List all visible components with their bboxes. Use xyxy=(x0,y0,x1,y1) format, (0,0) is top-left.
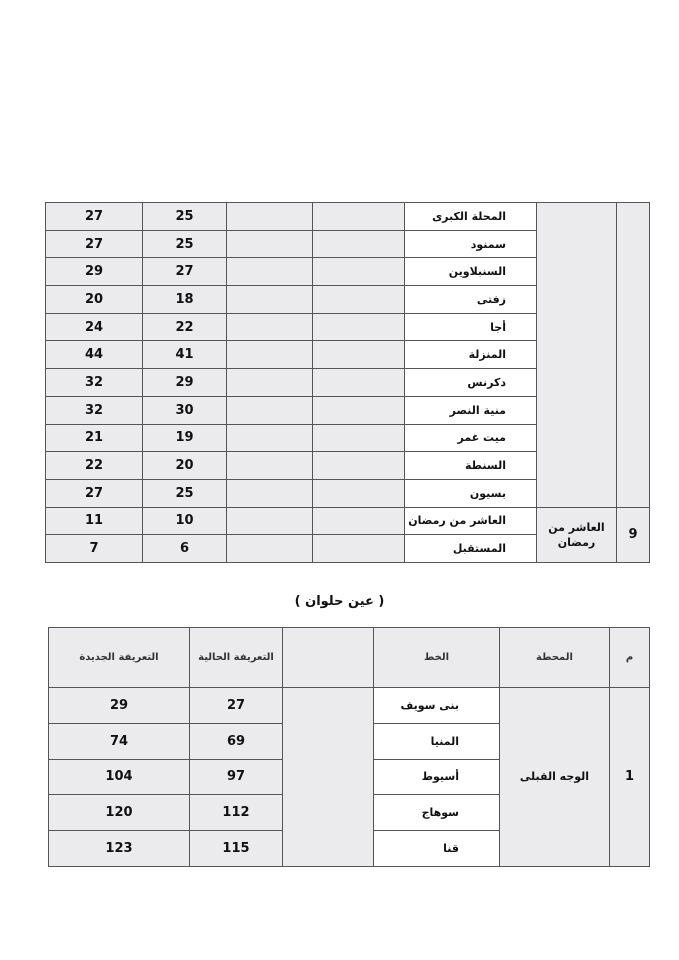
current-fare-cell: 20 xyxy=(143,452,227,480)
empty-cell xyxy=(313,230,405,258)
empty-cell xyxy=(227,507,313,535)
station-cell: دكرنس xyxy=(405,369,537,397)
new-fare-cell: 27 xyxy=(46,203,143,231)
line-cell: المنيا xyxy=(374,723,500,759)
empty-cell xyxy=(227,286,313,314)
new-fare-cell: 29 xyxy=(46,258,143,286)
station-cell: المستقبل xyxy=(405,535,537,563)
current-fare-cell: 97 xyxy=(190,759,283,795)
empty-cell xyxy=(313,424,405,452)
current-fare-cell: 6 xyxy=(143,535,227,563)
station-cell: ميت غمر xyxy=(405,424,537,452)
new-fare-cell: 27 xyxy=(46,479,143,507)
empty-cell xyxy=(313,258,405,286)
new-fare-cell: 27 xyxy=(46,230,143,258)
new-fare-cell: 7 xyxy=(46,535,143,563)
table-header-row xyxy=(49,628,650,688)
station-cell: السنطة xyxy=(405,452,537,480)
new-fare-cell: 22 xyxy=(46,452,143,480)
new-fare-cell: 21 xyxy=(46,424,143,452)
fare-table-2 xyxy=(48,627,650,867)
table-row xyxy=(49,688,650,724)
new-fare-cell: 123 xyxy=(49,831,190,867)
new-fare-cell: 32 xyxy=(46,396,143,424)
empty-cell xyxy=(313,396,405,424)
empty-cell xyxy=(313,313,405,341)
empty-cell xyxy=(313,203,405,231)
current-fare-cell: 25 xyxy=(143,479,227,507)
station-cell: المنزلة xyxy=(405,341,537,369)
new-fare-cell: 11 xyxy=(46,507,143,535)
header-number: م xyxy=(610,628,650,688)
header-new-fare: التعريفة الجديدة xyxy=(49,628,190,688)
empty-cell xyxy=(227,369,313,397)
group-cell xyxy=(537,203,617,508)
current-fare-cell: 22 xyxy=(143,313,227,341)
current-fare-cell: 27 xyxy=(190,688,283,724)
empty-cell xyxy=(313,452,405,480)
header-station: المحطة xyxy=(500,628,610,688)
station-cell: السنبلاوين xyxy=(405,258,537,286)
empty-cell xyxy=(227,535,313,563)
fare-table-1 xyxy=(45,202,650,563)
current-fare-cell: 25 xyxy=(143,230,227,258)
new-fare-cell: 20 xyxy=(46,286,143,314)
current-fare-cell: 10 xyxy=(143,507,227,535)
current-fare-cell: 19 xyxy=(143,424,227,452)
group-label-cell: العاشر من رمضان xyxy=(537,507,617,562)
station-group-cell: الوجه القبلى xyxy=(500,688,610,867)
empty-cell xyxy=(227,203,313,231)
new-fare-cell: 32 xyxy=(46,369,143,397)
empty-cell xyxy=(313,369,405,397)
line-cell: أسيوط xyxy=(374,759,500,795)
new-fare-cell: 120 xyxy=(49,795,190,831)
line-cell: سوهاج xyxy=(374,795,500,831)
new-fare-cell: 44 xyxy=(46,341,143,369)
empty-cell xyxy=(313,286,405,314)
empty-cell xyxy=(227,230,313,258)
current-fare-cell: 29 xyxy=(143,369,227,397)
table-row xyxy=(46,507,650,535)
empty-cell xyxy=(313,507,405,535)
current-fare-cell: 30 xyxy=(143,396,227,424)
empty-cell xyxy=(313,479,405,507)
group-number-cell xyxy=(617,203,650,508)
empty-cell xyxy=(227,396,313,424)
empty-cell xyxy=(313,535,405,563)
empty-cell xyxy=(313,341,405,369)
current-fare-cell: 112 xyxy=(190,795,283,831)
station-cell: العاشر من رمضان xyxy=(405,507,537,535)
group-number-cell: 9 xyxy=(617,507,650,562)
new-fare-cell: 29 xyxy=(49,688,190,724)
empty-cell xyxy=(227,341,313,369)
new-fare-cell: 24 xyxy=(46,313,143,341)
line-cell: قنا xyxy=(374,831,500,867)
empty-cell xyxy=(283,688,374,867)
station-cell: سمنود xyxy=(405,230,537,258)
section-subtitle: ( عين حلوان ) xyxy=(294,594,385,609)
header-empty xyxy=(283,628,374,688)
station-cell: أجا xyxy=(405,313,537,341)
current-fare-cell: 69 xyxy=(190,723,283,759)
group-number-cell: 1 xyxy=(610,688,650,867)
empty-cell xyxy=(227,258,313,286)
new-fare-cell: 104 xyxy=(49,759,190,795)
current-fare-cell: 27 xyxy=(143,258,227,286)
table-row xyxy=(46,203,650,231)
header-current-fare: التعريفة الحالية xyxy=(190,628,283,688)
station-cell: منية النصر xyxy=(405,396,537,424)
current-fare-cell: 25 xyxy=(143,203,227,231)
current-fare-cell: 18 xyxy=(143,286,227,314)
station-cell: بسيون xyxy=(405,479,537,507)
empty-cell xyxy=(227,313,313,341)
new-fare-cell: 74 xyxy=(49,723,190,759)
header-line: الخط xyxy=(374,628,500,688)
empty-cell xyxy=(227,479,313,507)
line-cell: بنى سويف xyxy=(374,688,500,724)
station-cell: زفتى xyxy=(405,286,537,314)
station-cell: المحلة الكبرى xyxy=(405,203,537,231)
current-fare-cell: 115 xyxy=(190,831,283,867)
empty-cell xyxy=(227,424,313,452)
empty-cell xyxy=(227,452,313,480)
current-fare-cell: 41 xyxy=(143,341,227,369)
